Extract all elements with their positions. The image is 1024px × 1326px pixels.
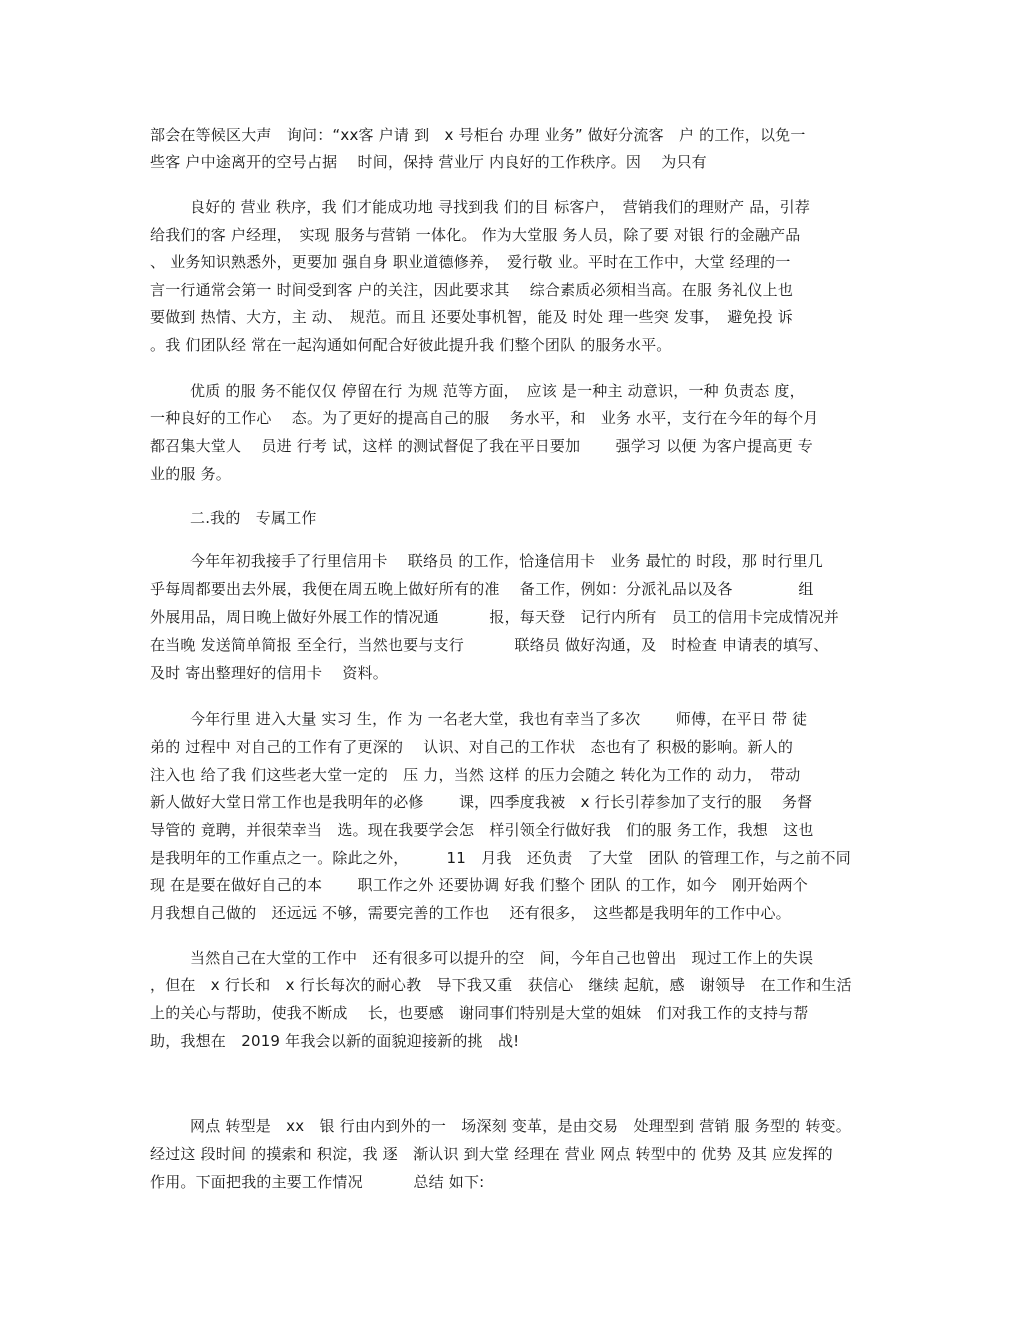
- text-line: 在当晚 发送简单简报 至全行，当然也要与支行 联络员 做好沟通，及 时检查 申请表的填写、: [150, 636, 829, 654]
- text-line: 优质 的服 务不能仅仅 停留在行 为规 范等方面， 应该 是一种主 动意识，一种 负责态 度，: [190, 382, 805, 400]
- text-line: 是我明年的工作重点之一。除此之外， 11 月我 还负责 了大堂 团队 的管理工作，与之前不同: [150, 849, 851, 867]
- text-line: 业的服 务。: [150, 465, 231, 483]
- text-line: 当然自己在大堂的工作中 还有很多可以提升的空 间，今年自己也曾出 现过工作上的失误: [190, 949, 814, 967]
- text-line: 都召集大堂人 员进 行考 试，这样 的测试督促了我在平日要加 强学习 以便 为客户提高更 专: [150, 437, 813, 455]
- text-line: 上的关心与帮助，使我不断成 长，也要感 谢同事们特别是大堂的姐妹 们对我工作的支持与帮: [150, 1004, 809, 1022]
- text-line: 乎每周都要出去外展，我便在周五晚上做好所有的准 备工作，例如：分派礼品以及各 组: [150, 580, 814, 598]
- text-line: ，但在 x 行长和 x 行长每次的耐心教 导下我又重 获信心 继续 起航，感 谢领导 在工作和生活: [150, 976, 852, 994]
- text-line: 要做到 热情、大方，主 动、 规范。而且 还要处事机智，能及 时处 理一些突 发事， 避免投 诉: [150, 308, 793, 326]
- text-line: 今年行里 进入大量 实习 生，作 为 一名老大堂，我也有幸当了多次 师傅，在平日 带 徒: [190, 710, 808, 728]
- text-line: 网点 转型是 xx 银 行由内到外的一 场深刻 变革，是由交易 处理型到 营销 服 务型的 转变。: [190, 1117, 851, 1135]
- text-line: 月我想自己做的 还远远 不够，需要完善的工作也 还有很多， 这些都是我明年的工作中心。: [150, 904, 791, 922]
- text-line: 部会在等候区大声 询问：“xx客 户请 到 x 号柜台 办理 业务” 做好分流客 户 的工作，以免一: [150, 126, 806, 144]
- text-line: 。我 们团队经 常在一起沟通如何配合好彼此提升我 们整个团队 的服务水平。: [150, 336, 672, 354]
- text-line: 给我们的客 户经理， 实现 服务与营销 一体化。 作为大堂服 务人员，除了要 对银 行的金融产品: [150, 226, 801, 244]
- text-line: 良好的 营业 秩序，我 们才能成功地 寻找到我 们的目 标客户， 营销我们的理财产 品，引荐: [190, 198, 811, 216]
- text-line: 经过这 段时间 的摸索和 积淀，我 逐 渐认识 到大堂 经理在 营业 网点 转型中的 优势 及其 应发挥的: [150, 1145, 833, 1163]
- text-line: 言一行通常会第一 时间受到客 户的关注，因此要求其 综合素质必须相当高。在服 务礼仪上也: [150, 281, 794, 299]
- text-line: 注入也 给了我 们这些老大堂一定的 压 力，当然 这样 的压力会随之 转化为工作的 动力， 带动: [150, 766, 801, 784]
- text-line: 弟的 过程中 对自己的工作有了更深的 认识、对自己的工作状 态也有了 积极的影响。新人的: [150, 738, 794, 756]
- text-line: 外展用品，周日晚上做好外展工作的情况通 报，每天登 记行内所有 员工的信用卡完成情况并: [150, 608, 839, 626]
- section-heading: 二.我的 专属工作: [190, 509, 317, 527]
- text-line: 及时 寄出整理好的信用卡 资料。: [150, 664, 388, 682]
- text-line: 现 在是要在做好自己的本 职工作之外 还要协调 好我 们整个 团队 的工作，如今 刚开始两个: [150, 876, 808, 894]
- text-line: 导管的 竟聘，并很荣幸当 选。现在我要学会怎 样引领全行做好我 们的服 务工作，我想 这也: [150, 821, 814, 839]
- text-line: 些客 户中途离开的空号占据 时间，保持 营业厅 内良好的工作秩序。因 为只有: [150, 153, 707, 171]
- text-line: 、 业务知识熟悉外，更要加 强自身 职业道德修养， 爱行敬 业。平时在工作中，大堂 经理的一: [150, 253, 791, 271]
- text-line: 作用。下面把我的主要工作情况 总结 如下:: [150, 1173, 485, 1191]
- text-line: 新人做好大堂日常工作也是我明年的必修 课，四季度我被 x 行长引荐参加了支行的服 务督: [150, 793, 813, 811]
- text-line: 助，我想在 2019 年我会以新的面貌迎接新的挑 战!: [150, 1032, 520, 1050]
- text-line: 一种良好的工作心 态。为了更好的提高自己的服 务水平，和 业务 水平，支行在今年的每个月: [150, 409, 819, 427]
- text-line: 今年年初我接手了行里信用卡 联络员 的工作，恰逢信用卡 业务 最忙的 时段，那 时行里几: [190, 552, 823, 570]
